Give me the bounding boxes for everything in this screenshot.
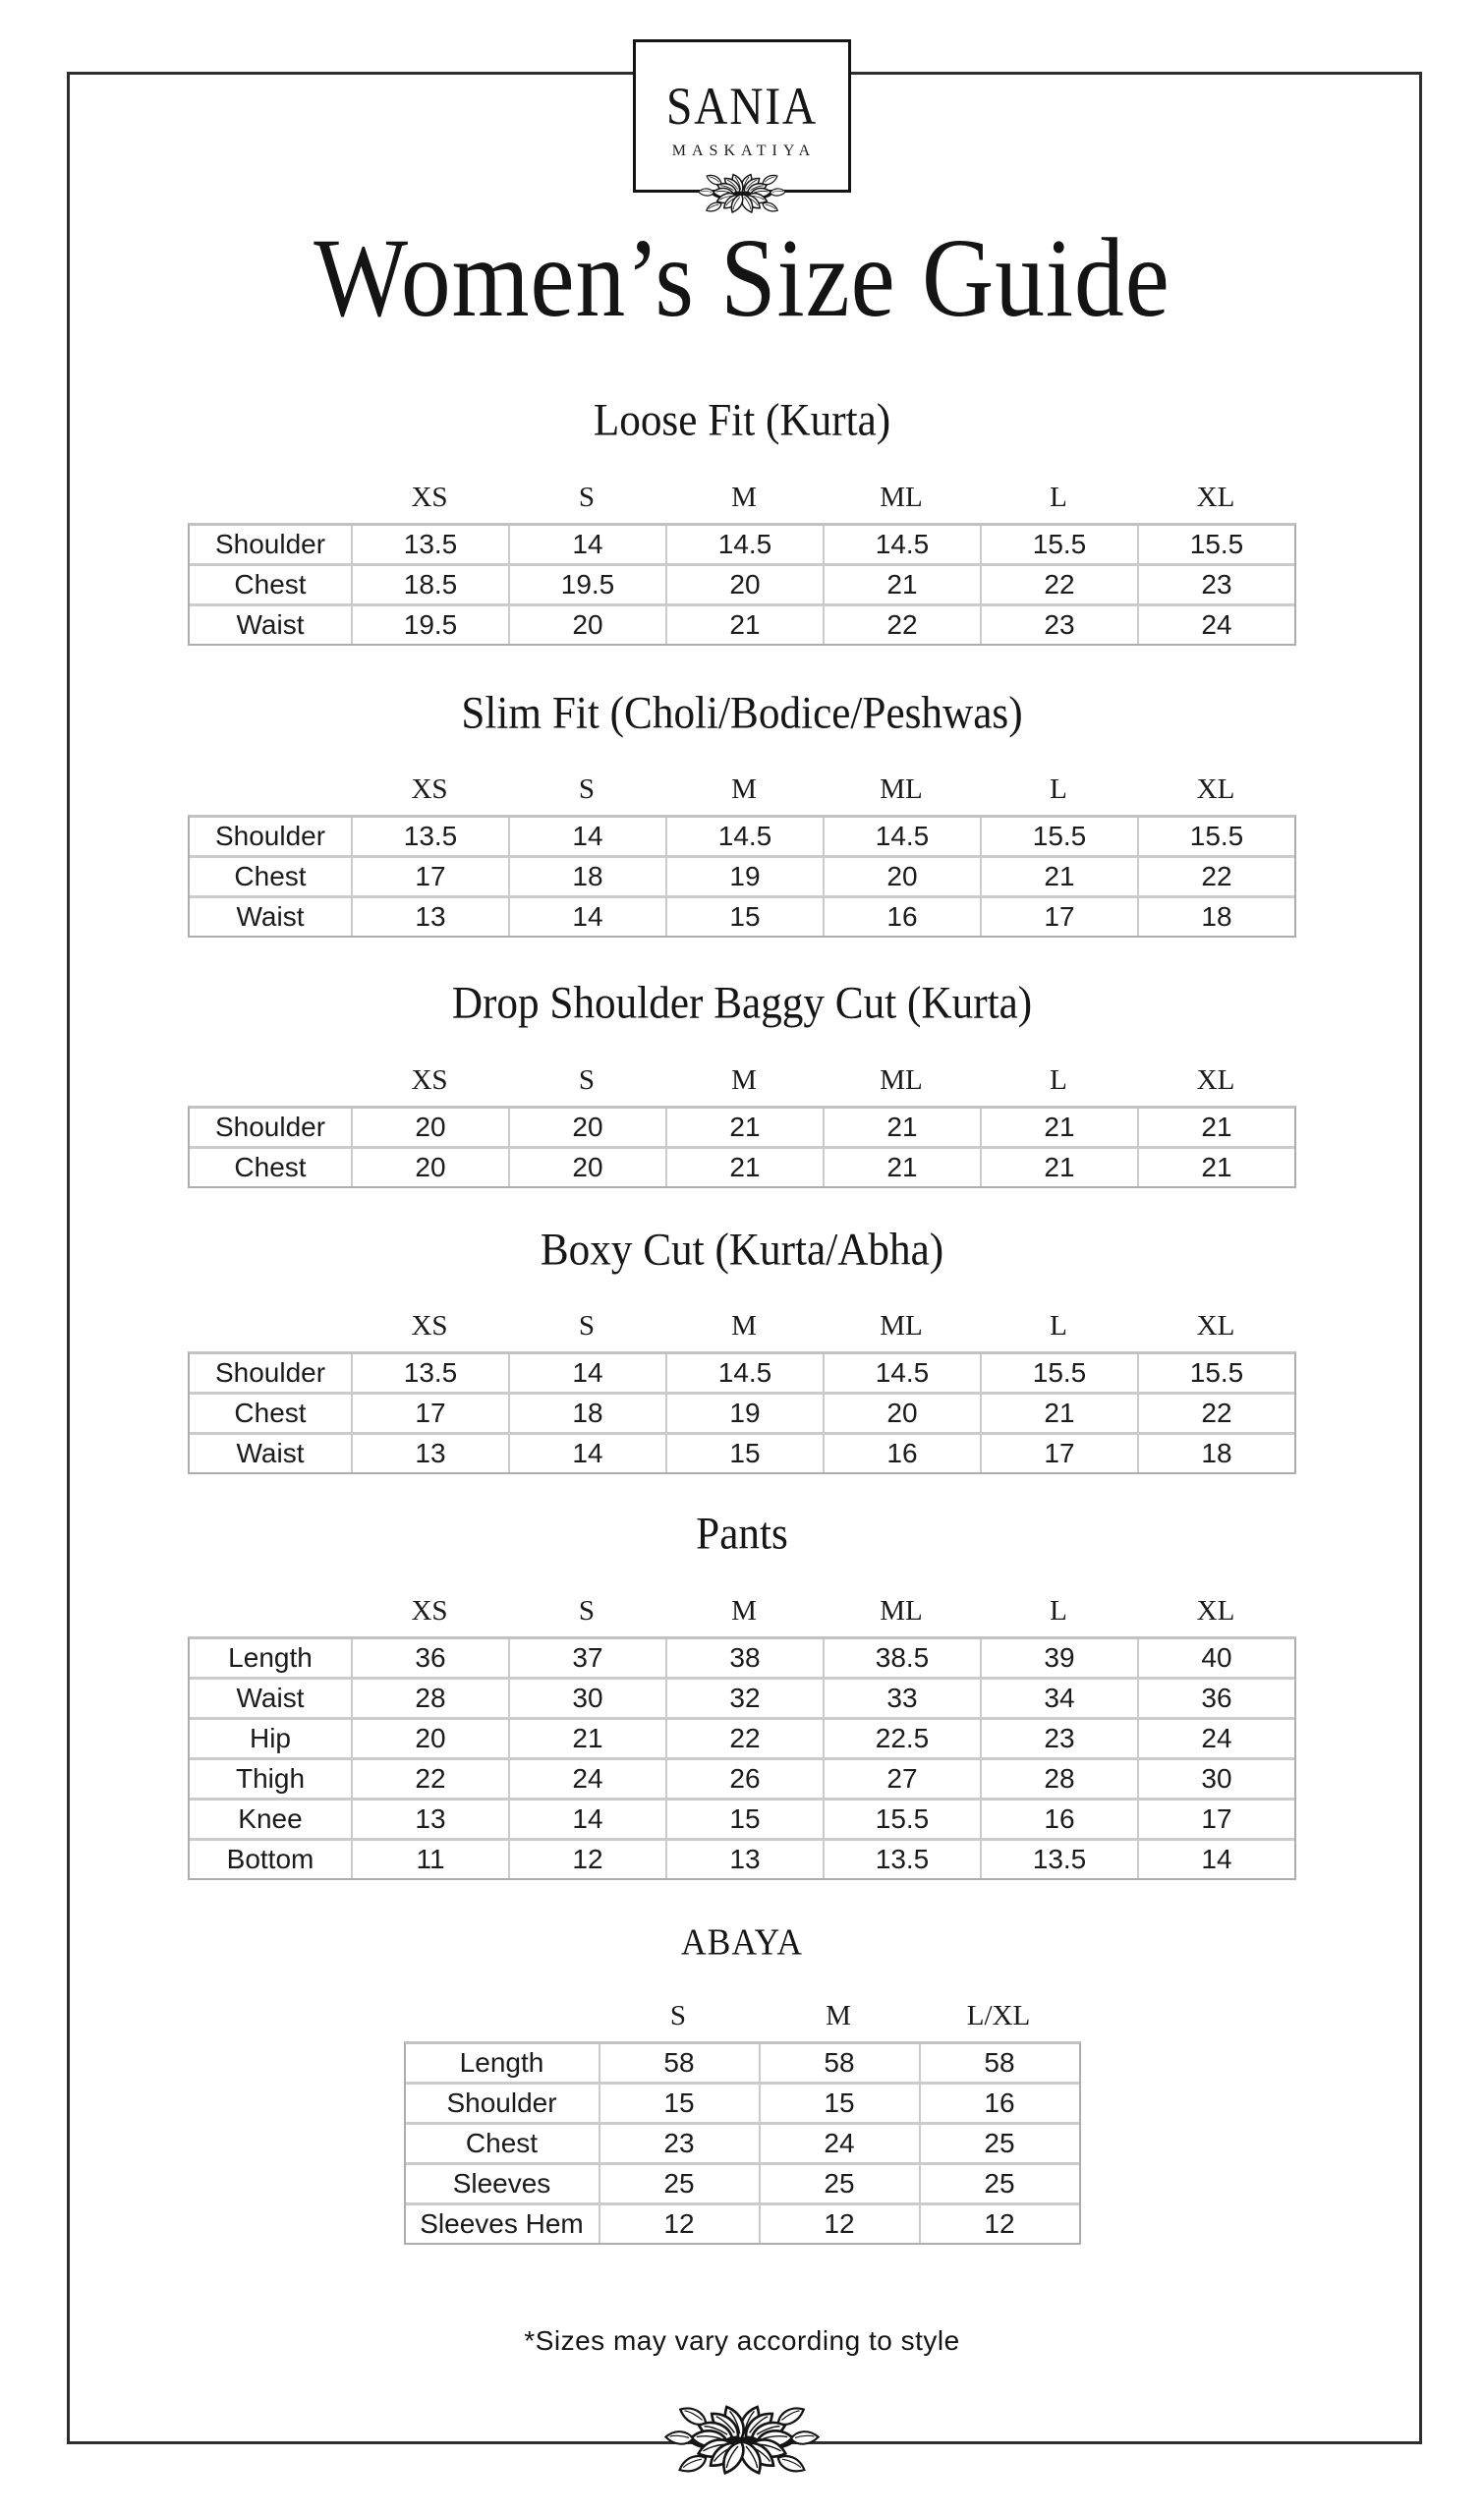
size-table <box>188 1106 1296 1188</box>
size-value: 14.5 <box>823 818 980 855</box>
size-value: 22 <box>980 566 1137 603</box>
table-row <box>190 563 1294 603</box>
size-value: 12 <box>599 2205 759 2243</box>
size-value: 33 <box>823 1680 980 1717</box>
size-value: 22.5 <box>823 1720 980 1757</box>
table-row <box>190 1109 1294 1146</box>
measurement-label: Shoulder <box>214 821 326 852</box>
size-column-headers <box>190 1310 1294 1342</box>
size-col-header: M <box>731 481 757 513</box>
size-col-header: L <box>1050 481 1067 513</box>
size-value: 36 <box>351 1639 508 1677</box>
size-value: 26 <box>665 1760 823 1798</box>
size-value: 14 <box>508 898 665 936</box>
size-value: 21 <box>665 1149 823 1186</box>
size-header-spacer <box>406 2000 599 2031</box>
size-value: 16 <box>919 2085 1079 2122</box>
size-value: 23 <box>599 2125 759 2162</box>
brand-name: SANIA <box>665 77 818 136</box>
size-value: 20 <box>823 858 980 895</box>
size-value: 15.5 <box>823 1801 980 1838</box>
size-value: 58 <box>599 2044 759 2082</box>
size-value: 25 <box>919 2125 1079 2162</box>
size-value: 13.5 <box>823 1841 980 1878</box>
size-value: 15 <box>665 1435 823 1472</box>
size-value: 21 <box>508 1720 665 1757</box>
size-value: 22 <box>1137 858 1294 895</box>
size-value: 14 <box>508 526 665 563</box>
size-value: 17 <box>351 1395 508 1432</box>
size-guide-content <box>0 393 1484 2245</box>
section-title: Boxy Cut (Kurta/Abha) <box>540 1223 944 1275</box>
table-row <box>190 1838 1294 1878</box>
size-header-spacer <box>190 1064 351 1096</box>
size-value: 20 <box>508 606 665 644</box>
section-loose-fit-kurta <box>0 393 1484 646</box>
size-value: 14.5 <box>665 1354 823 1392</box>
size-value: 17 <box>980 1435 1137 1472</box>
table-row <box>190 1146 1294 1186</box>
table-row <box>190 1757 1294 1798</box>
measurement-label: Shoulder <box>214 528 326 559</box>
size-value: 20 <box>508 1109 665 1146</box>
size-value: 20 <box>823 1395 980 1432</box>
measurement-label: Sleeves <box>452 2167 551 2199</box>
table-row <box>190 1639 1294 1677</box>
table-row <box>190 1677 1294 1717</box>
size-value: 22 <box>1137 1395 1294 1432</box>
measurement-label: Sleeves Hem <box>420 2207 584 2239</box>
brand-logo-box <box>633 39 851 193</box>
size-col-header: XS <box>411 481 448 513</box>
size-value: 15.5 <box>980 1354 1137 1392</box>
size-value: 16 <box>823 1435 980 1472</box>
table-row <box>190 1354 1294 1392</box>
size-value: 17 <box>1137 1801 1294 1838</box>
size-col-header: M <box>731 1594 757 1627</box>
measurement-label: Waist <box>236 1682 305 1713</box>
size-value: 18.5 <box>351 566 508 603</box>
size-col-header: ML <box>880 1063 923 1096</box>
table-row <box>406 2082 1079 2122</box>
size-table <box>188 815 1296 938</box>
size-col-header: XL <box>1196 1310 1235 1343</box>
size-value: 25 <box>919 2165 1079 2202</box>
size-value: 58 <box>919 2044 1079 2082</box>
measurement-label: Shoulder <box>214 1357 326 1389</box>
table-row <box>406 2162 1079 2202</box>
size-value: 21 <box>980 1395 1137 1432</box>
size-col-header: XS <box>411 1063 448 1096</box>
size-col-header: XL <box>1196 481 1235 513</box>
size-value: 24 <box>1137 606 1294 644</box>
measurement-label: Waist <box>236 608 305 640</box>
size-value: 13.5 <box>351 818 508 855</box>
section-title: Drop Shoulder Baggy Cut (Kurta) <box>451 977 1033 1029</box>
measurement-label: Chest <box>465 2127 539 2158</box>
size-value: 18 <box>508 1395 665 1432</box>
size-value: 38.5 <box>823 1639 980 1677</box>
size-value: 19 <box>665 858 823 895</box>
section-drop-shoulder-baggy-cut <box>0 979 1484 1188</box>
size-value: 22 <box>351 1760 508 1798</box>
size-value: 24 <box>1137 1720 1294 1757</box>
size-value: 13 <box>665 1841 823 1878</box>
size-value: 15.5 <box>1137 526 1294 563</box>
size-col-header: ML <box>880 1310 923 1343</box>
size-col-header: L <box>1050 1594 1067 1627</box>
size-value: 19 <box>665 1395 823 1432</box>
section-abaya <box>0 1923 1484 2245</box>
size-value: 15.5 <box>980 526 1137 563</box>
size-col-header: L <box>1050 773 1067 806</box>
size-col-header: XS <box>411 1310 448 1343</box>
size-value: 15.5 <box>1137 818 1294 855</box>
size-table <box>188 523 1296 646</box>
size-value: 28 <box>351 1680 508 1717</box>
size-col-header: S <box>578 1594 596 1627</box>
size-value: 21 <box>823 1109 980 1146</box>
size-value: 20 <box>351 1109 508 1146</box>
size-value: 30 <box>1137 1760 1294 1798</box>
size-value: 16 <box>823 898 980 936</box>
size-value: 21 <box>665 1109 823 1146</box>
table-row <box>406 2122 1079 2162</box>
section-pants <box>0 1510 1484 1880</box>
size-col-header: M <box>731 1310 757 1343</box>
measurement-label: Length <box>459 2046 544 2078</box>
size-col-header: M <box>731 773 757 806</box>
measurement-label: Shoulder <box>214 1111 326 1142</box>
size-value: 23 <box>980 1720 1137 1757</box>
size-value: 14 <box>508 1801 665 1838</box>
size-value: 25 <box>759 2165 919 2202</box>
size-value: 19.5 <box>351 606 508 644</box>
size-value: 22 <box>823 606 980 644</box>
size-value: 39 <box>980 1639 1137 1677</box>
measurement-label: Chest <box>234 861 307 892</box>
size-table <box>404 2041 1081 2245</box>
size-value: 34 <box>980 1680 1137 1717</box>
size-value: 17 <box>980 898 1137 936</box>
size-value: 18 <box>1137 898 1294 936</box>
size-col-header: L/XL <box>966 1999 1031 2031</box>
size-value: 21 <box>980 858 1137 895</box>
size-value: 23 <box>980 606 1137 644</box>
size-value: 27 <box>823 1760 980 1798</box>
size-col-header: ML <box>880 481 923 513</box>
size-value: 13.5 <box>980 1841 1137 1878</box>
size-value: 21 <box>823 566 980 603</box>
size-value: 13 <box>351 898 508 936</box>
size-col-header: M <box>826 1999 851 2031</box>
size-column-headers <box>406 2000 1079 2031</box>
measurement-label: Hip <box>249 1722 291 1753</box>
laurel-ornament-icon <box>646 2398 838 2483</box>
size-col-header: S <box>578 1310 596 1343</box>
size-col-header: XL <box>1196 1594 1235 1627</box>
size-value: 11 <box>351 1841 508 1878</box>
size-value: 14 <box>508 1435 665 1472</box>
section-boxy-cut <box>0 1223 1484 1475</box>
size-value: 14 <box>1137 1841 1294 1878</box>
size-value: 22 <box>665 1720 823 1757</box>
measurement-label: Shoulder <box>446 2087 557 2118</box>
size-column-headers <box>190 482 1294 513</box>
table-row <box>190 818 1294 855</box>
size-header-spacer <box>190 482 351 513</box>
size-header-spacer <box>190 1310 351 1342</box>
size-value: 21 <box>980 1149 1137 1186</box>
table-row <box>406 2202 1079 2243</box>
size-column-headers <box>190 1595 1294 1627</box>
size-value: 32 <box>665 1680 823 1717</box>
size-value: 21 <box>823 1149 980 1186</box>
size-value: 30 <box>508 1680 665 1717</box>
measurement-label: Bottom <box>226 1843 314 1874</box>
table-row <box>190 603 1294 644</box>
measurement-label: Waist <box>236 901 305 933</box>
size-column-headers <box>190 1064 1294 1096</box>
size-value: 15.5 <box>1137 1354 1294 1392</box>
section-title: Pants <box>696 1508 788 1560</box>
size-value: 28 <box>980 1760 1137 1798</box>
size-col-header: L <box>1050 1310 1067 1343</box>
table-row <box>190 895 1294 936</box>
size-col-header: ML <box>880 1594 923 1627</box>
size-value: 15 <box>665 898 823 936</box>
size-value: 15 <box>665 1801 823 1838</box>
size-col-header: XS <box>411 773 448 806</box>
size-value: 20 <box>508 1149 665 1186</box>
size-value: 17 <box>351 858 508 895</box>
section-title: ABAYA <box>681 1921 803 1964</box>
size-value: 14.5 <box>823 1354 980 1392</box>
size-col-header: S <box>578 1063 596 1096</box>
size-value: 13 <box>351 1435 508 1472</box>
size-value: 13.5 <box>351 1354 508 1392</box>
size-value: 18 <box>508 858 665 895</box>
size-value: 21 <box>1137 1149 1294 1186</box>
size-value: 20 <box>351 1720 508 1757</box>
size-value: 18 <box>1137 1435 1294 1472</box>
size-value: 12 <box>759 2205 919 2243</box>
size-value: 37 <box>508 1639 665 1677</box>
table-row <box>190 855 1294 895</box>
size-col-header: S <box>669 1999 687 2031</box>
size-value: 21 <box>1137 1109 1294 1146</box>
size-value: 25 <box>599 2165 759 2202</box>
size-value: 24 <box>508 1760 665 1798</box>
size-value: 40 <box>1137 1639 1294 1677</box>
size-value: 15 <box>759 2085 919 2122</box>
measurement-label: Thigh <box>235 1762 306 1794</box>
size-value: 15 <box>599 2085 759 2122</box>
table-row <box>190 1392 1294 1432</box>
size-value: 19.5 <box>508 566 665 603</box>
size-value: 21 <box>980 1109 1137 1146</box>
brand-subname: MASKATIYA <box>671 143 817 159</box>
size-value: 15.5 <box>980 818 1137 855</box>
size-value: 58 <box>759 2044 919 2082</box>
size-col-header: ML <box>880 773 923 806</box>
size-value: 14 <box>508 1354 665 1392</box>
size-col-header: XS <box>411 1594 448 1627</box>
size-header-spacer <box>190 773 351 805</box>
measurement-label: Length <box>228 1641 313 1673</box>
size-col-header: L <box>1050 1063 1067 1096</box>
measurement-label: Waist <box>236 1438 305 1469</box>
size-value: 21 <box>665 606 823 644</box>
size-value: 12 <box>508 1841 665 1878</box>
section-title: Loose Fit (Kurta) <box>593 393 891 445</box>
size-value: 14 <box>508 818 665 855</box>
size-col-header: S <box>578 481 596 513</box>
size-col-header: M <box>731 1063 757 1096</box>
laurel-ornament-icon <box>687 171 797 216</box>
table-row <box>406 2044 1079 2082</box>
size-table <box>188 1351 1296 1474</box>
measurement-label: Chest <box>234 568 307 600</box>
size-value: 16 <box>980 1801 1137 1838</box>
size-value: 14.5 <box>665 526 823 563</box>
size-col-header: XL <box>1196 773 1235 806</box>
footnote: *Sizes may vary according to style <box>524 2324 960 2356</box>
measurement-label: Chest <box>234 1151 307 1182</box>
size-value: 20 <box>665 566 823 603</box>
size-value: 12 <box>919 2205 1079 2243</box>
size-value: 14.5 <box>665 818 823 855</box>
size-value: 20 <box>351 1149 508 1186</box>
page-title: Women’s Size Guide <box>314 216 1170 341</box>
size-col-header: XL <box>1196 1063 1235 1096</box>
size-col-header: S <box>578 773 596 806</box>
section-title: Slim Fit (Choli/Bodice/Peshwas) <box>461 686 1023 738</box>
size-value: 36 <box>1137 1680 1294 1717</box>
section-slim-fit <box>0 686 1484 939</box>
size-value: 24 <box>759 2125 919 2162</box>
measurement-label: Chest <box>234 1398 307 1429</box>
size-column-headers <box>190 773 1294 805</box>
size-value: 13 <box>351 1801 508 1838</box>
table-row <box>190 1717 1294 1757</box>
table-row <box>190 526 1294 563</box>
table-row <box>190 1798 1294 1838</box>
size-header-spacer <box>190 1595 351 1627</box>
table-row <box>190 1432 1294 1472</box>
size-value: 13.5 <box>351 526 508 563</box>
size-value: 23 <box>1137 566 1294 603</box>
size-table <box>188 1636 1296 1880</box>
size-value: 38 <box>665 1639 823 1677</box>
size-value: 14.5 <box>823 526 980 563</box>
measurement-label: Knee <box>238 1802 303 1834</box>
